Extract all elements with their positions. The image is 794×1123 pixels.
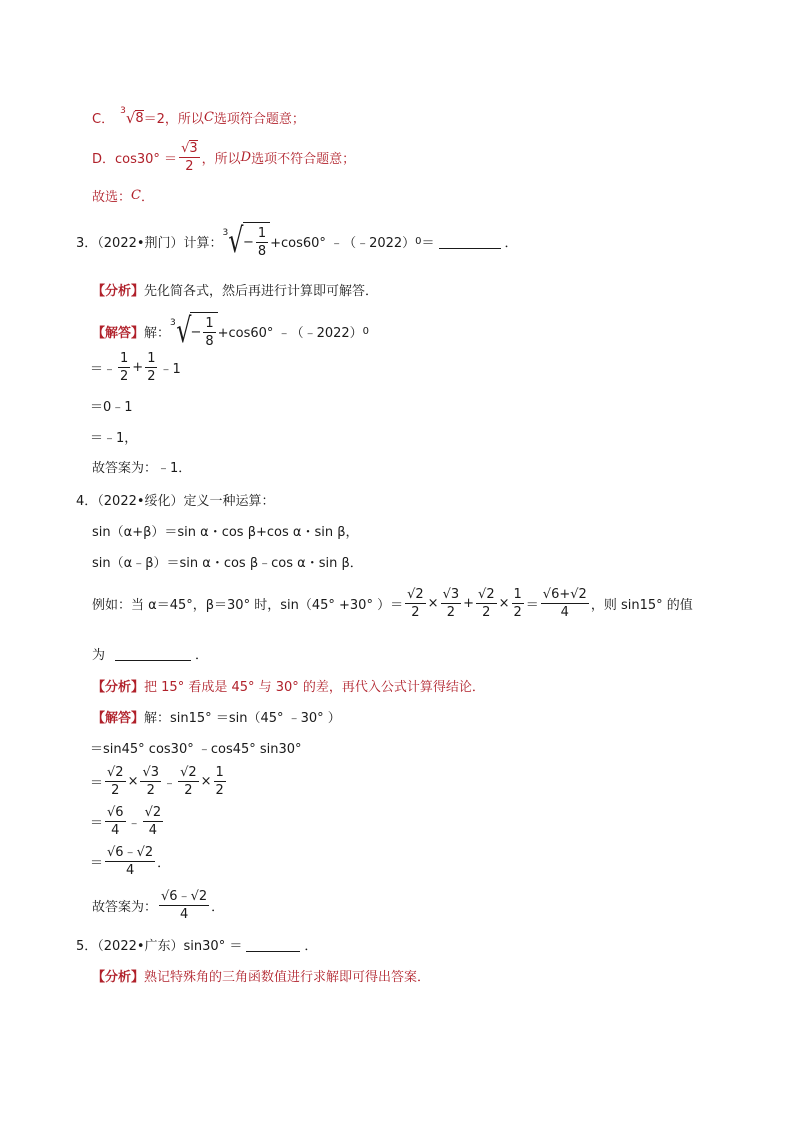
question-4-line: 4．（2022•绥化）定义一种运算：	[76, 494, 275, 509]
sqrt2: √2	[570, 587, 587, 602]
fraction-den: 4	[179, 907, 189, 922]
equals-sign: ＝	[421, 235, 435, 251]
fraction-den: 8	[257, 244, 267, 259]
step1-start: ＝﹣	[90, 362, 117, 377]
q4-step3	[90, 804, 165, 839]
q4-step4	[90, 844, 170, 879]
fraction-den: 2	[120, 369, 129, 384]
fraction-num: 1	[215, 765, 224, 780]
answer-c-line	[92, 186, 154, 205]
sqrt6: √6	[161, 889, 178, 904]
solution-text: 解：sin15° ＝sin（45° ﹣30° ）	[144, 711, 341, 726]
fraction-1-2	[512, 586, 524, 621]
q4-def2: sin（α﹣β）＝sin α・cos β﹣cos α・sin β．	[92, 556, 363, 571]
cube-root-8	[120, 105, 144, 127]
fraction-den: 8	[205, 334, 214, 349]
fraction-num: 1	[257, 226, 267, 241]
question-5-end: ．	[304, 939, 318, 954]
fraction-den: 2	[513, 605, 522, 620]
fraction-num: √3	[181, 141, 198, 156]
fraction-num: √6	[107, 805, 124, 820]
fraction-1-2	[214, 764, 226, 799]
exponent: 0	[415, 235, 422, 247]
analysis-tag: 【分析】	[92, 680, 145, 695]
sqrt6: √6	[542, 587, 560, 602]
plus-sign: +	[559, 587, 571, 602]
answer-end: ．	[140, 190, 154, 205]
fraction-1-2	[145, 350, 157, 385]
option-c-letter: C	[203, 110, 214, 125]
q4-step1: ＝sin45° cos30° ﹣cos45° sin30°	[90, 742, 302, 757]
q5-analysis	[92, 966, 430, 985]
solution-rest: +cos60° ﹣（﹣2022）	[217, 325, 363, 341]
q3-step2: ＝0﹣1	[90, 400, 133, 415]
solution-text: 解：	[144, 325, 171, 341]
step1-end: ﹣1	[159, 362, 181, 377]
fraction-num: 1	[147, 351, 156, 366]
option-d-label: D．cos30° ＝	[92, 152, 178, 167]
fraction-num: √2	[107, 765, 124, 780]
solution-tag: 【解答】	[92, 711, 145, 726]
fraction-num	[159, 888, 209, 906]
times-sign: ×	[200, 774, 212, 789]
sqrt2: √2	[190, 889, 208, 904]
fraction-num: 1	[513, 587, 522, 602]
fraction-den: 2	[146, 783, 155, 798]
solution-tag: 【解答】	[92, 325, 145, 341]
q3-solution	[92, 312, 369, 350]
fraction-sqrt2-2	[178, 764, 199, 799]
question-5-line	[76, 935, 317, 954]
answer-blank	[439, 234, 501, 249]
question-3-end: ．	[504, 235, 518, 251]
q4-step2	[90, 764, 228, 799]
analysis-tag: 【分析】	[92, 970, 145, 985]
times-sign: ×	[498, 596, 510, 611]
analysis-text: 熟记特殊角的三角函数值进行求解即可得出答案．	[144, 970, 431, 985]
option-c-eq: ＝2，所以	[143, 112, 204, 127]
minus-sign: −	[242, 235, 254, 250]
radicand	[243, 222, 270, 260]
fraction-num	[541, 586, 589, 604]
fraction-sqrt6-4	[105, 804, 126, 839]
question-5-prefix: 5．（2022•广东）sin30° ＝	[76, 939, 243, 954]
cube-root-expression	[223, 222, 271, 260]
fraction-num: √3	[442, 587, 460, 602]
option-d-mid: ，所以	[201, 152, 241, 167]
fraction-result	[159, 888, 209, 923]
fraction-sqrt3-over-2	[179, 140, 200, 175]
option-d-line	[92, 140, 355, 175]
fraction-den: 2	[147, 369, 156, 384]
fraction-num: √2	[407, 587, 424, 602]
root-index: 3	[120, 105, 126, 116]
cube-root-expression	[170, 312, 218, 350]
blank-end: ．	[195, 648, 209, 663]
answer-blank	[246, 937, 300, 952]
option-c-label: C．	[92, 112, 115, 127]
root-index: 3	[222, 228, 229, 238]
equals-sign: ＝	[525, 598, 539, 613]
fraction-den: 4	[111, 823, 120, 838]
fraction-sqrt2-2	[105, 764, 126, 799]
q3-answer: 故答案为：﹣1．	[92, 461, 192, 476]
q4-example	[92, 586, 693, 621]
example-text: 例如：当 α＝45°，β＝30° 时，sin（45° +30° ）＝	[92, 598, 404, 613]
fraction-num	[105, 844, 155, 862]
fraction-den: 2	[446, 605, 455, 620]
fraction-num: √2	[144, 805, 162, 820]
analysis-text: 把 15° 看成是 45° 与 30° 的差，再代入公式计算得结论．	[144, 680, 485, 695]
fraction-num: √2	[180, 765, 197, 780]
exponent: 0	[362, 325, 370, 337]
radicand	[190, 312, 217, 350]
fraction-result	[105, 844, 155, 879]
radical-sign: √	[228, 221, 244, 261]
sqrt-radicand: 3	[189, 141, 198, 156]
fraction-den: 4	[560, 605, 569, 620]
q4-def1: sin（α+β）＝sin α・cos β+cos α・sin β，	[92, 525, 359, 540]
answer-end: ．	[211, 900, 225, 915]
plus-sign: +	[132, 360, 144, 375]
fraction-sqrt2-2	[405, 586, 426, 621]
fraction-1-8	[256, 225, 268, 260]
step-end: ．	[157, 856, 171, 871]
radical-sign: √	[125, 108, 136, 127]
fraction-1-8	[203, 315, 215, 350]
fraction-sqrt3-2	[441, 586, 462, 621]
fraction-den: 2	[185, 159, 194, 174]
wei-text: 为	[92, 648, 106, 663]
answer-blank	[115, 646, 191, 661]
fraction-den: 2	[411, 605, 420, 620]
fraction-num: √2	[478, 587, 495, 602]
equals-sign: ＝	[90, 816, 104, 831]
question-3-rest: +cos60° ﹣（﹣2022）	[270, 235, 416, 251]
fraction-den: 2	[184, 783, 193, 798]
fraction-den: 2	[482, 605, 491, 620]
fraction-den: 4	[148, 823, 158, 838]
answer-label: 故选：	[92, 190, 132, 205]
minus-sign: −	[190, 325, 202, 340]
plus-sign: +	[463, 596, 475, 611]
fraction-den: 4	[125, 863, 135, 878]
fraction-num: √3	[142, 765, 160, 780]
answer-letter: C	[131, 188, 141, 203]
root-index: 3	[170, 318, 176, 328]
question-3-prefix: 3．（2022•荆门）计算：	[76, 235, 223, 251]
radicand: 8	[135, 110, 144, 126]
q4-answer	[92, 888, 224, 923]
answer-label: 故答案为：	[92, 900, 158, 915]
q3-step1	[90, 350, 181, 385]
sqrt2: √2	[136, 845, 154, 860]
fraction-den: 2	[215, 783, 224, 798]
question-3-line	[76, 222, 518, 260]
q3-analysis	[92, 280, 378, 299]
fraction-sqrt3-2	[140, 764, 161, 799]
analysis-tag: 【分析】	[92, 284, 145, 299]
equals-sign: ＝	[90, 776, 104, 791]
q3-step3: ＝﹣1，	[90, 431, 138, 446]
times-sign: ×	[427, 596, 439, 611]
analysis-text: 先化简各式，然后再进行计算即可解答．	[144, 284, 379, 299]
sqrt6: √6	[107, 845, 124, 860]
q4-blank-line	[92, 644, 208, 663]
minus-sign: ﹣	[123, 845, 137, 860]
times-sign: ×	[127, 774, 139, 789]
option-c-line	[92, 105, 305, 127]
option-d-rest: 选项不符合题意；	[251, 152, 356, 167]
fraction-sqrt6-plus-sqrt2-over-4	[541, 586, 589, 621]
fraction-num: 1	[120, 351, 129, 366]
minus-sign: ﹣	[163, 776, 177, 791]
q4-solution	[92, 707, 341, 726]
equals-sign: ＝	[90, 856, 104, 871]
option-d-letter: D	[240, 150, 252, 165]
option-c-rest: 选项符合题意；	[213, 112, 305, 127]
example-end: ，则 sin15° 的值	[590, 598, 693, 613]
fraction-sqrt2-4	[143, 804, 164, 839]
minus-sign: ﹣	[127, 816, 141, 831]
fraction-den: 2	[111, 783, 120, 798]
minus-sign: ﹣	[177, 889, 191, 904]
fraction-1-2	[118, 350, 130, 385]
radical-sign: √	[176, 311, 192, 351]
fraction-num: 1	[205, 316, 214, 331]
q4-analysis	[92, 676, 485, 695]
fraction-sqrt2-2	[476, 586, 497, 621]
